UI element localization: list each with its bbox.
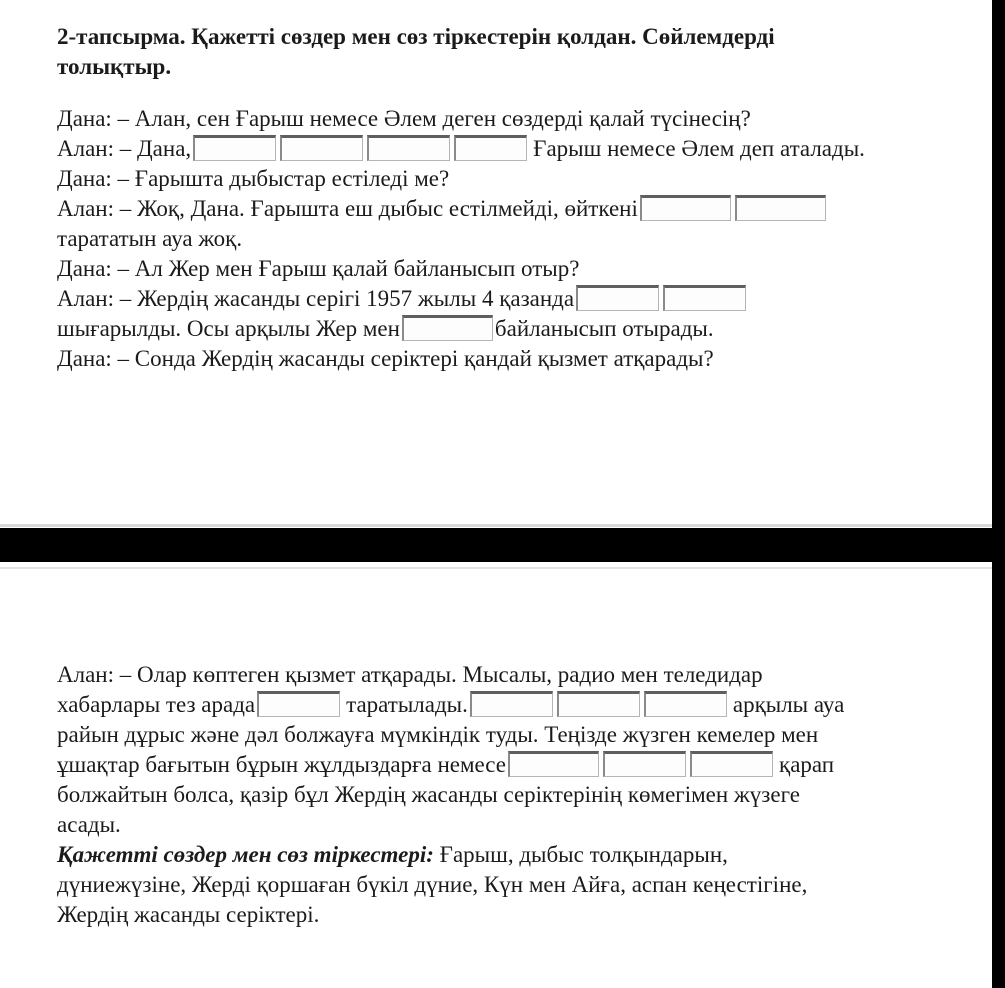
- text-segment: таратылады.: [346, 692, 468, 717]
- text-segment: шығарылды. Осы арқылы Жер мен: [57, 316, 400, 341]
- blank-field[interactable]: [663, 285, 746, 311]
- text-segment: Ғарыш, дыбыс толқындарын,: [433, 842, 728, 867]
- page-edge-shadow-top: [0, 524, 992, 527]
- text-segment: Дана: – Ғарышта дыбыстар естіледі ме?: [57, 166, 450, 191]
- blank-field[interactable]: [470, 691, 553, 717]
- text-segment: Дана: – Алан, сен Ғарыш немесе Әлем деген сөздерді қалай түсінесің?: [57, 106, 751, 131]
- dialog-line-alan-3-cont: [57, 314, 865, 344]
- text-segment: Алан: – Жердің жасанды серігі 1957 жылы 4 қазанда: [57, 286, 575, 311]
- dialog-line-alan-4-cont5: [57, 810, 844, 840]
- dialog-line-alan-2: [57, 194, 865, 224]
- blank-field[interactable]: [735, 195, 826, 221]
- dialog-line-alan-4: [57, 660, 844, 690]
- blank-field[interactable]: [690, 751, 773, 777]
- text-segment: арқылы ауа: [732, 692, 845, 717]
- blank-field[interactable]: [644, 691, 727, 717]
- blank-field[interactable]: [557, 691, 640, 717]
- text-segment: болжайтын болса, қазір бұл Жердің жасанды серіктерінің көмегімен жүзеге: [57, 782, 800, 807]
- blank-field[interactable]: [367, 135, 450, 161]
- word-bank-line2: [57, 870, 844, 900]
- dialog-line-alan-3: [57, 284, 865, 314]
- blank-field[interactable]: [257, 691, 340, 717]
- text-segment: Дана: – Сонда Жердің жасанды серіктері қандай қызмет атқарады?: [57, 346, 714, 371]
- dialog-line-alan-4-cont1: [57, 690, 844, 720]
- dialog-line-dana-1: [57, 104, 865, 134]
- dialog-line-alan-2-cont: [57, 224, 865, 254]
- text-segment: дүниежүзіне, Жерді қоршаған бүкіл дүние, Күн мен Айға, аспан кеңестігіне,: [57, 872, 808, 897]
- task-title-line1: 2-тапсырма. Қажетті сөздер мен сөз тіркестерін қолдан. Сөйлемдерді: [57, 24, 775, 49]
- text-segment: Ғарыш немесе Әлем деп аталады.: [533, 136, 865, 161]
- dialog-bottom-block: [57, 660, 844, 930]
- dialog-top-block: [57, 104, 865, 374]
- text-segment: ұшақтар бағытын бұрын жұлдыздарға немесе: [57, 752, 507, 777]
- task-title: [57, 22, 775, 82]
- blank-field[interactable]: [603, 751, 686, 777]
- dialog-line-alan-4-cont2: [57, 720, 844, 750]
- word-bank-line3: [57, 900, 844, 930]
- text-segment: хабарлары тез арада: [57, 692, 256, 717]
- blank-field[interactable]: [193, 135, 276, 161]
- text-segment: райын дұрыс және дәл болжауға мүмкіндік туды. Теңізде жүзген кемелер мен: [57, 722, 819, 747]
- dialog-line-dana-2: [57, 164, 865, 194]
- blank-field[interactable]: [576, 285, 659, 311]
- text-segment: Жердің жасанды серіктері.: [57, 902, 320, 927]
- dialog-line-alan-4-cont4: [57, 780, 844, 810]
- page-break-band: [0, 528, 1005, 562]
- blank-field[interactable]: [640, 195, 731, 221]
- dialog-line-alan-4-cont3: [57, 750, 844, 780]
- text-segment: асады.: [57, 812, 121, 837]
- text-segment: қарап: [779, 752, 835, 777]
- word-bank-line1: [57, 840, 844, 870]
- blank-field[interactable]: [508, 751, 599, 777]
- text-segment: тарататын ауа жоқ.: [57, 226, 243, 251]
- word-bank-label: Қажетті сөздер мен сөз тіркестері:: [57, 842, 434, 867]
- blank-field[interactable]: [280, 135, 363, 161]
- right-black-bar: [992, 0, 1005, 988]
- text-segment: байланысып отырады.: [494, 316, 714, 341]
- page-edge-shadow-bottom: [0, 567, 992, 569]
- dialog-line-dana-3: [57, 254, 865, 284]
- text-segment: Дана: – Ал Жер мен Ғарыш қалай байланысып отыр?: [57, 256, 580, 281]
- task-title-line2: толықтыр.: [57, 54, 172, 79]
- blank-field[interactable]: [402, 315, 493, 341]
- dialog-line-alan-1: [57, 134, 865, 164]
- text-segment: Алан: – Жоқ, Дана. Ғарышта еш дыбыс естілмейді, өйткені: [57, 196, 638, 221]
- blank-field[interactable]: [454, 135, 527, 161]
- text-segment: Алан: – Дана,: [57, 136, 192, 161]
- dialog-line-dana-4: [57, 344, 865, 374]
- text-segment: Алан: – Олар көптеген қызмет атқарады. Мысалы, радио мен теледидар: [57, 662, 763, 687]
